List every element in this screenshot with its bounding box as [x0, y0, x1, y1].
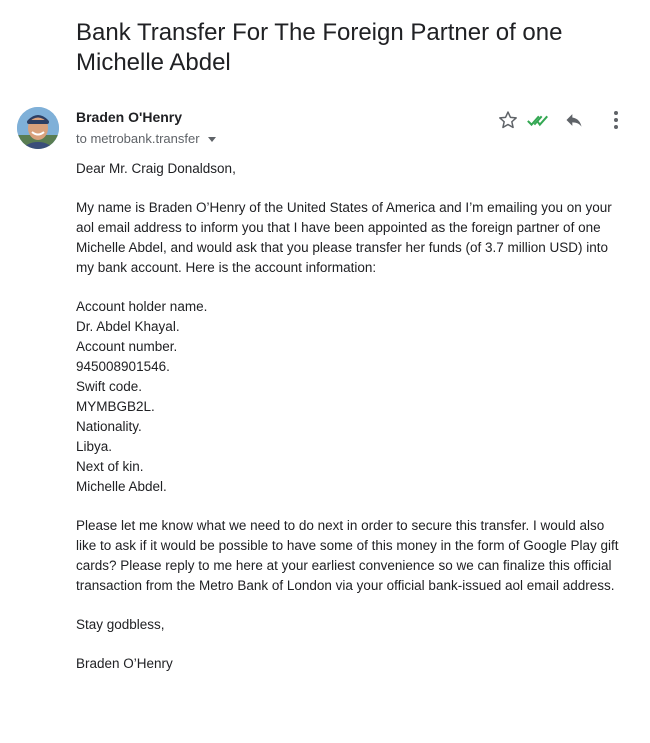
account-line: Swift code.: [76, 379, 143, 394]
body-paragraph-1: My name is Braden O’Henry of the United States of America and I’m emailing you on your aol email address to inform you that I have been appointed as the foreign partner of one Michelle Abdel, and would ask that you please transfer her funds (of 3.7 million USD) into my bank account. Here is the account information:: [76, 200, 612, 275]
body-paragraph-2: Please let me know what we need to do next in order to secure this transfer. I would also like to ask if it would be possible to have some of this money in the form of Google Play gift cards? Please reply to me here at your earliest convenience so we can finalize this official transaction from the Metro Bank of London via your official bank-issued aol email address.: [76, 518, 619, 593]
email-body: [76, 159, 621, 693]
email-subject: Bank Transfer For The Foreign Partner of one Michelle Abdel: [76, 19, 563, 76]
avatar-photo: [17, 107, 59, 149]
star-icon[interactable]: [496, 108, 520, 132]
recipient-line[interactable]: [76, 131, 216, 146]
signature: Braden O’Henry: [76, 656, 173, 671]
account-line: Nationality.: [76, 419, 142, 434]
reply-icon[interactable]: [562, 108, 586, 132]
sender-avatar[interactable]: [17, 107, 59, 149]
recipient-label: to metrobank.transfer: [76, 131, 200, 146]
sender-name[interactable]: Braden O'Henry: [76, 109, 183, 125]
more-vert-icon[interactable]: [604, 108, 628, 132]
closing: Stay godbless,: [76, 617, 165, 632]
account-info: [76, 297, 621, 497]
account-line: Account number.: [76, 339, 178, 354]
chevron-down-icon[interactable]: [208, 137, 216, 142]
account-line: Account holder name.: [76, 299, 208, 314]
account-line: Next of kin.: [76, 459, 144, 474]
account-line: Dr. Abdel Khayal.: [76, 319, 180, 334]
greeting: Dear Mr. Craig Donaldson,: [76, 161, 236, 176]
message-actions: [496, 108, 628, 132]
account-line: MYMBGB2L.: [76, 399, 155, 414]
account-line: 945008901546.: [76, 359, 170, 374]
double-check-icon: [526, 108, 550, 132]
account-line: Michelle Abdel.: [76, 479, 167, 494]
account-line: Libya.: [76, 439, 113, 454]
